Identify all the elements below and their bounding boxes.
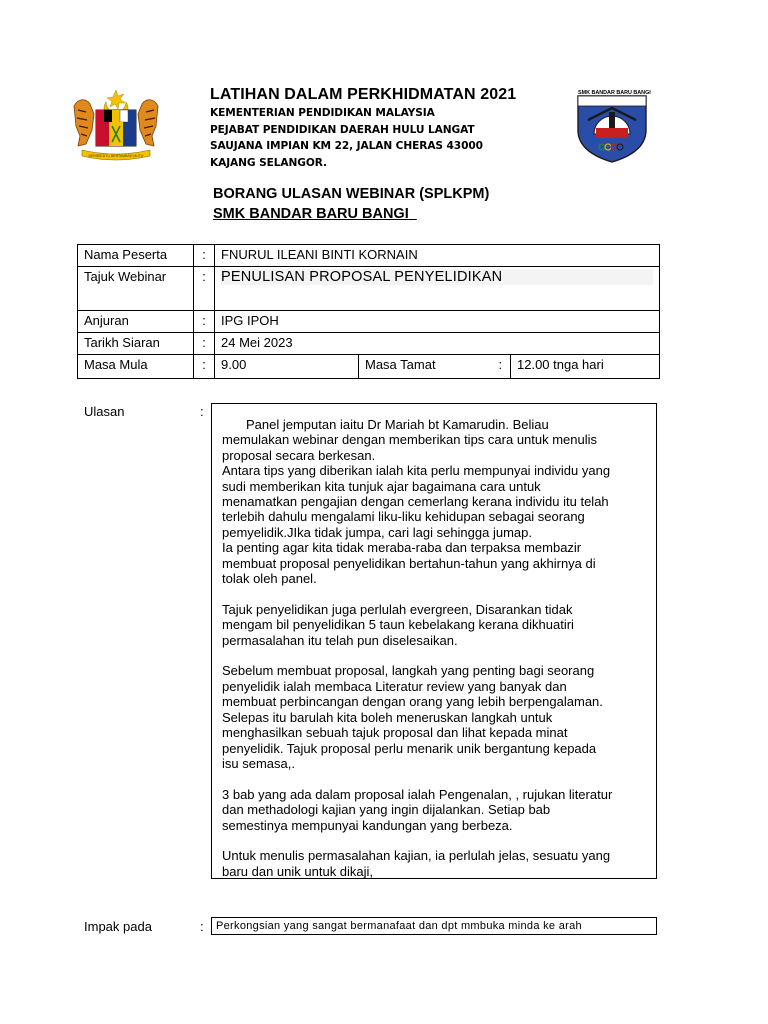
ulasan-label: Ulasan <box>84 404 125 419</box>
school-logo-label: SMK BANDAR BARU BANGI <box>578 90 651 96</box>
row-anjuran <box>78 311 660 333</box>
participant-details-table <box>77 244 660 379</box>
tarikh-siaran-value: 24 Mei 2023 <box>215 333 660 355</box>
impak-label: Impak pada <box>84 919 152 934</box>
colon: : <box>194 267 215 311</box>
row-tajuk-webinar <box>78 267 660 311</box>
tajuk-webinar-cell <box>215 267 660 311</box>
school-logo <box>572 84 652 164</box>
anjuran-label: Anjuran <box>78 311 194 333</box>
jata-negara-logo <box>68 86 164 162</box>
row-nama-peserta <box>78 245 660 267</box>
row-masa <box>78 355 660 379</box>
org-line-city: KAJANG SELANGOR. <box>210 157 327 169</box>
nama-peserta-value: FNURUL ILEANI BINTI KORNAIN <box>215 245 660 267</box>
masa-tamat-label: Masa Tamat <box>359 355 491 379</box>
colon: : <box>194 311 215 333</box>
review-paragraph: Untuk menulis permasalahan kajian, ia perlulah jelas, sesuatu yang baru dan unik untuk dikaji, <box>222 848 611 879</box>
tarikh-siaran-label: Tarikh Siaran <box>78 333 194 355</box>
row-tarikh-siaran <box>78 333 660 355</box>
colon: : <box>491 355 511 379</box>
nama-peserta-label: Nama Peserta <box>78 245 194 267</box>
review-paragraph: Sebelum membuat proposal, langkah yang penting bagi seorang penyelidik ialah membaca Literatur review yang banyak dan membuat perbincangan dengan orang yang lebih berpengalaman. Selepas itu barulah kita boleh meneruskan langkah untuk menghasilkan sebuah tajuk proposal dan lihat kepada minat penyelidik. Tajuk proposal perlu menarik unik bergantung kepada isu semasa,. <box>222 663 603 771</box>
anjuran-value: IPG IPOH <box>215 311 660 333</box>
colon: : <box>194 355 215 379</box>
review-paragraph: Panel jemputan iaitu Dr Mariah bt Kamarudin. Beliau memulakan webinar dengan memberikan tips cara untuk menulis proposal secara berkesan. Antara tips yang diberikan ialah kita perlu mempunyai individu yang sudi memberikan kita tunjuk ajar bagaimana cara untuk menamatkan pengajian dengan cemerlang kerana individu itu telah terlebih dahulu mengalami liku-liku kehidupan sebagai seorang pemyelidik.JIka tidak jumpa, cari lagi sehingga jumap. Ia penting agar kita tidak meraba-raba dan terpaksa membazir membuat proposal penyelidikan bertahun-tahun yang akhirnya di tolak oleh panel. <box>222 417 611 587</box>
org-line-address: SAUJANA IMPIAN KM 22, JALAN CHERAS 43000 <box>210 140 483 152</box>
tajuk-webinar-label: Tajuk Webinar <box>78 267 194 311</box>
masa-mula-value: 9.00 <box>215 355 359 379</box>
review-paragraph: 3 bab yang ada dalam proposal ialah Pengenalan, , rujukan literatur dan methadologi kajian yang ingin dijalankan. Setiap bab semestinya mempunyai kandungan yang berbeza. <box>222 786 613 833</box>
school-title: SMK BANDAR BARU BANGI <box>213 206 409 222</box>
ulasan-textbox[interactable] <box>211 403 657 879</box>
colon: : <box>194 245 215 267</box>
masa-mula-label: Masa Mula <box>78 355 194 379</box>
form-title: BORANG ULASAN WEBINAR (SPLKPM) <box>213 186 490 202</box>
org-line-office: PEJABAT PENDIDIKAN DAERAH HULU LANGAT <box>210 124 475 136</box>
tajuk-webinar-value: PENULISAN PROPOSAL PENYELIDIKAN <box>221 269 653 285</box>
org-line-ministry: KEMENTERIAN PENDIDIKAN MALAYSIA <box>210 107 435 119</box>
ulasan-colon: : <box>200 404 204 419</box>
review-paragraph: Tajuk penyelidikan juga perlulah evergreen, Disarankan tidak mengam bil penyelidikan 5 taun kebelakang kerana dikhuatiri permasalahan itu telah pun diselesaikan. <box>222 601 574 648</box>
impak-colon: : <box>200 919 204 934</box>
masa-tamat-value: 12.00 tnga hari <box>511 355 660 379</box>
impak-textbox[interactable]: Perkongsian yang sangat bermanafaat dan dpt mmbuka minda ke arah <box>211 917 657 935</box>
jata-negara-motto: BERSEKUTU BERTAMBAH MUTU <box>88 154 144 158</box>
colon: : <box>194 333 215 355</box>
header-title: LATIHAN DALAM PERKHIDMATAN 2021 <box>210 86 517 103</box>
